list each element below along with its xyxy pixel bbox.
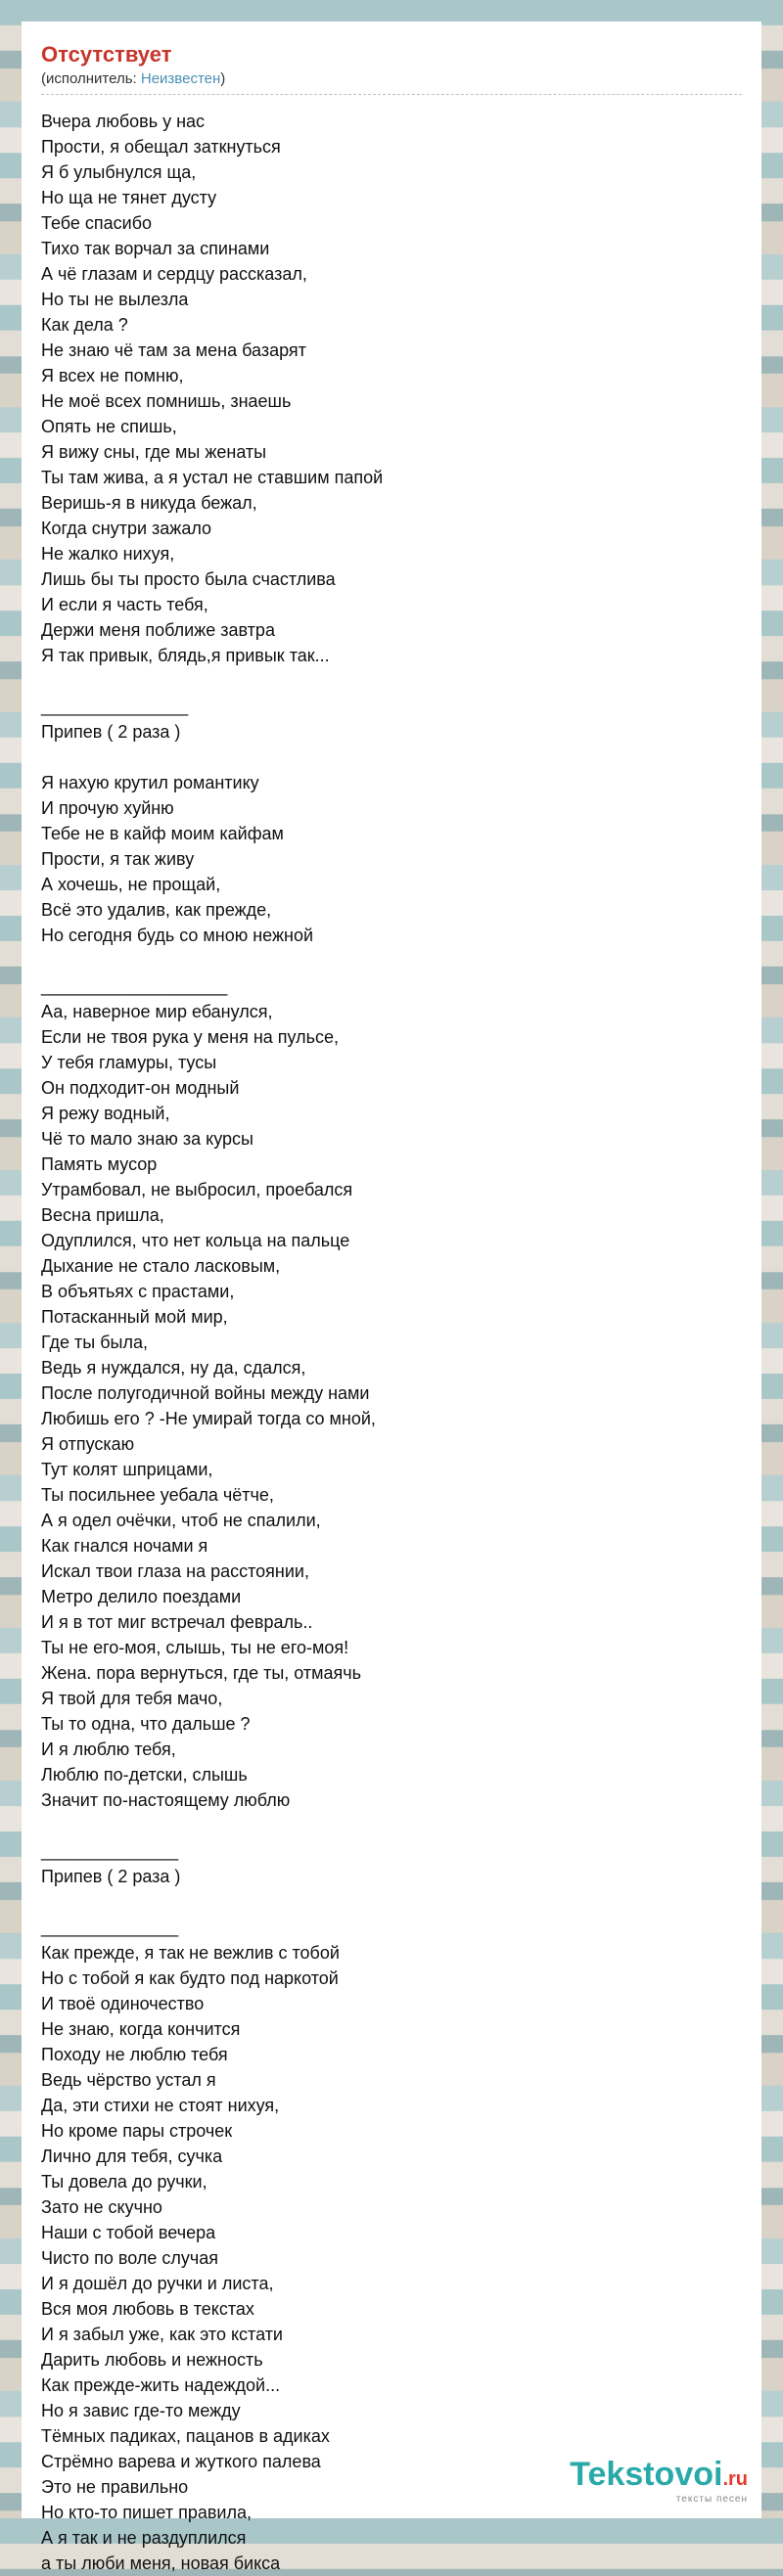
lyric-line: Искал твои глаза на расстоянии,: [41, 1561, 309, 1581]
lyric-line: Походу не люблю тебя: [41, 2045, 228, 2064]
artist-prefix: (исполнитель:: [41, 70, 141, 87]
lyric-line: Опять не спишь,: [41, 417, 177, 436]
lyric-line: Дарить любовь и нежность: [41, 2350, 263, 2370]
lyric-line: Припев ( 2 раза ): [41, 722, 181, 742]
artist-line: [41, 70, 761, 88]
lyric-line: Но кто-то пишет правила,: [41, 2503, 252, 2522]
lyric-line: Чисто по воле случая: [41, 2248, 218, 2268]
lyric-line: Ведь я нуждался, ну да, сдался,: [41, 1358, 306, 1378]
lyric-line: Он подходит-он модный: [41, 1078, 240, 1098]
right-decorative-stripes: [761, 0, 783, 2518]
artist-link[interactable]: Неизвестен: [140, 70, 221, 87]
lyric-line: И я дошёл до ручки и листа,: [41, 2274, 274, 2293]
lyric-line: Ты посильнее уебала чётче,: [41, 1485, 274, 1505]
lyric-line: А я так и не раздуплился: [41, 2528, 247, 2548]
lyric-line: В объятьях с прастами,: [41, 1282, 235, 1301]
lyric-line: Люблю по-детски, слышь: [41, 1765, 248, 1785]
lyric-line: Я так привык, блядь,я привык так...: [41, 646, 330, 665]
lyric-line: Жена. пора вернуться, где ты, отмаячь: [41, 1663, 362, 1683]
lyric-line: Я твой для тебя мачо,: [41, 1689, 223, 1708]
lyric-line: Не жалко нихуя,: [41, 544, 175, 564]
lyric-line: Любишь его ? -Не умирай тогда со мной,: [41, 1409, 376, 1428]
lyric-line: Всё это удалив, как прежде,: [41, 900, 272, 920]
lyric-line: Вчера любовь у нас: [41, 112, 206, 131]
lyric-line: Но с тобой я как будто под наркотой: [41, 1968, 339, 1988]
lyric-line: Как гнался ночами я: [41, 1536, 208, 1556]
lyric-line: [41, 745, 761, 770]
lyric-line: И я в тот миг встречал февраль..: [41, 1612, 313, 1632]
logo-tagline: тексты песен: [675, 2494, 748, 2505]
lyric-line: Как дела ?: [41, 315, 128, 335]
lyric-line: А чё глазам и сердцу рассказал,: [41, 264, 307, 284]
lyric-line: Стрёмно варева и жуткого палева: [41, 2452, 321, 2471]
lyric-line: Аа, наверное мир ебанулся,: [41, 1002, 273, 1021]
lyric-line: И если я часть тебя,: [41, 595, 208, 614]
lyric-line: Потасканный мой мир,: [41, 1307, 228, 1327]
lyric-line: Значит по-настоящему люблю: [41, 1790, 291, 1810]
lyrics-card: [22, 22, 761, 2573]
lyric-line: Как прежде, я так не вежлив с тобой: [41, 1943, 340, 1963]
lyric-line: Да, эти стихи не стоят нихуя,: [41, 2096, 280, 2115]
lyric-line: ______________: [41, 1918, 179, 1937]
lyric-line: Прости, я так живу: [41, 849, 195, 869]
lyric-line: И твоё одиночество: [41, 1994, 205, 2013]
song-title: Отсутствует: [41, 42, 172, 67]
lyric-line: Я б улыбнулся ща,: [41, 162, 197, 182]
lyric-line: А хочешь, не прощай,: [41, 875, 221, 894]
lyric-line: Это не правильно: [41, 2477, 189, 2497]
lyric-line: Лишь бы ты просто была счастлива: [41, 569, 336, 589]
lyric-line: Не знаю, когда кончится: [41, 2019, 241, 2039]
lyric-line: Вся моя любовь в текстах: [41, 2299, 254, 2319]
lyric-line: Если не твоя рука у меня на пульсе,: [41, 1027, 340, 1047]
lyric-line: Одуплился, что нет кольца на пальце: [41, 1231, 350, 1250]
lyric-line: И я люблю тебя,: [41, 1740, 176, 1759]
lyric-line: Я режу водный,: [41, 1104, 170, 1123]
lyric-line: Ведь чёрство устал я: [41, 2070, 216, 2090]
lyric-line: Не знаю чё там за мена базарят: [41, 340, 306, 360]
lyric-line: Тебе не в кайф моим кайфам: [41, 824, 284, 843]
lyric-line: Метро делило поездами: [41, 1587, 242, 1606]
lyric-line: Но сегодня будь со мною нежной: [41, 926, 314, 945]
lyric-line: Тихо так ворчал за спинами: [41, 239, 270, 258]
site-logo[interactable]: [570, 2458, 748, 2505]
lyric-line: Но я завис где-то между: [41, 2401, 241, 2420]
lyric-line: Тут колят шприцами,: [41, 1460, 213, 1479]
lyric-line: ______________: [41, 1841, 179, 1861]
left-decorative-stripes: [0, 0, 22, 2518]
logo-text: Tekstovoi: [570, 2456, 723, 2493]
lyric-line: Ты не его-моя, слышь, ты не его-моя!: [41, 1638, 349, 1657]
lyric-line: Тёмных падиках, пацанов в адиках: [41, 2426, 330, 2446]
lyric-line: Держи меня поближе завтра: [41, 620, 275, 640]
lyric-line: Память мусор: [41, 1154, 158, 1174]
lyric-line: Не моё всех помнишь, знаешь: [41, 391, 292, 411]
lyric-line: Ты там жива, а я устал не ставшим папой: [41, 468, 384, 487]
lyrics-text: [41, 109, 761, 2576]
lyric-line: Зато не скучно: [41, 2197, 162, 2217]
lyric-line: Я вижу сны, где мы женаты: [41, 442, 267, 462]
lyric-line: Когда снутри зажало: [41, 519, 212, 538]
lyric-line: а ты люби меня, новая бикса: [41, 2553, 281, 2573]
lyric-line: Я нахую крутил романтику: [41, 773, 259, 792]
lyric-line: Весна пришла,: [41, 1205, 164, 1225]
header-divider: [41, 94, 742, 95]
lyric-line: Я отпускаю: [41, 1434, 135, 1454]
lyric-line: И прочую хуйню: [41, 798, 174, 818]
logo-wordmark: [570, 2458, 748, 2496]
lyric-line: Где ты была,: [41, 1333, 149, 1352]
lyric-line: А я одел очёчки, чтоб не спалили,: [41, 1511, 321, 1530]
lyric-line: Ты довела до ручки,: [41, 2172, 207, 2192]
lyric-line: У тебя гламуры, тусы: [41, 1053, 217, 1072]
lyric-line: И я забыл уже, как это кстати: [41, 2325, 283, 2344]
lyric-line: Но ты не вылезла: [41, 290, 189, 309]
lyric-line: Утрамбовал, не выбросил, проебался: [41, 1180, 353, 1199]
logo-tld: .ru: [722, 2468, 748, 2490]
artist-suffix: ): [220, 70, 226, 87]
lyric-line: [41, 1889, 761, 1915]
lyric-line: Ты то одна, что дальше ?: [41, 1714, 251, 1734]
lyric-line: Тебе спасибо: [41, 213, 153, 233]
lyric-line: После полугодичной войны между нами: [41, 1383, 370, 1403]
lyric-line: [41, 1813, 761, 1838]
lyric-line: Припев ( 2 раза ): [41, 1867, 181, 1886]
lyric-line: ___________________: [41, 976, 228, 996]
lyric-line: Но кроме пары строчек: [41, 2121, 233, 2141]
lyric-line: Я всех не помню,: [41, 366, 184, 385]
lyric-line: Дыхание не стало ласковым,: [41, 1256, 281, 1276]
lyric-line: Лично для тебя, сучка: [41, 2147, 223, 2166]
lyric-line: Прости, я обещал заткнуться: [41, 137, 281, 157]
lyric-line: Как прежде-жить надеждой...: [41, 2375, 281, 2395]
lyric-line: Чё то мало знаю за курсы: [41, 1129, 253, 1149]
lyric-line: [41, 668, 761, 694]
lyric-line: Веришь-я в никуда бежал,: [41, 493, 257, 513]
lyric-line: [41, 948, 761, 973]
lyric-line: Но ща не тянет дусту: [41, 188, 217, 207]
lyric-line: _______________: [41, 697, 189, 716]
lyric-line: Наши с тобой вечера: [41, 2223, 216, 2242]
